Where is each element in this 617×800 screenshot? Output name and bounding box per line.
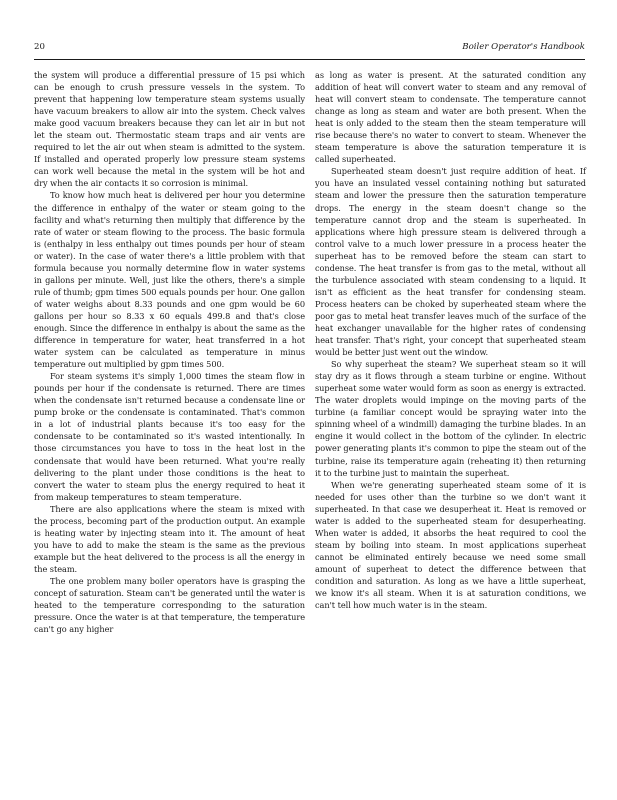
paragraph: To know how much heat is delivered per hour you determine the difference in enthalpy of the water or steam going to the facility and what's returning then multiply that difference by the rate of water or steam flowing to the process. The basic formula is (enthalpy in less enthalpy out times pounds per hour of steam or water). In the case of water there's a little problem with that formula because you normally determine flow in water systems in gallons per minute. Well, just like the others, there's a simple rule of thumb; gpm times 500 equals pounds per hour. One gallon of water weighs about 8.33 pounds and one gpm would be 60 gallons per hour so 8.33 x 60 equals 499.8 and that's close enough. Since the difference in enthalpy is about the same as the difference in temperature for water, heat transferred in a hot water system can be calculated as temperature in minus temperature out multiplied by gpm times 500.: [34, 190, 305, 370]
paragraph: There are also applications where the steam is mixed with the process, becoming part of the production output. An example is heating water by injecting steam into it. The amount of heat you have to add to make the steam is the same as the previous example but the heat delivered to the process is all the energy in the steam.: [34, 503, 305, 574]
running-title: Boiler Operator's Handbook: [462, 42, 585, 52]
page-number: 20: [34, 42, 45, 52]
paragraph: the system will produce a differential pressure of 15 psi which can be enough to crush pressure vessels in the system. To prevent that happening low temperature steam systems usually have vacuum breakers to allow air into the system. Check valves make good vacuum breakers because they can let air in but not let the steam out. Thermostatic steam traps and air vents are required to let the air out when steam is admitted to the system. If installed and operated properly low pressure steam systems can work well because the metal in the system will be hot and dry when the air contacts it so corrosion is minimal.: [34, 70, 305, 189]
paragraph: When we're generating superheated steam some of it is needed for uses other than the turbine so we don't want it superheated. In that case we desuperheat it. Heat is removed or water is added to the superheated steam for desuperheating. When water is added, it absorbs the heat required to cool the steam by boiling into steam. In most applications superheat cannot be eliminated entirely because we need some small amount of superheat to detect the difference between that condition and saturation. As long as we have a little superheat, we know it's all steam. When it is at saturation conditions, we can't tell how much water is in the steam.: [315, 479, 586, 611]
left-column: [34, 69, 305, 635]
paragraph: Superheated steam doesn't just require addition of heat. If you have an insulated vessel containing nothing but saturated steam and lower the pressure then the saturation temperature drops. The energy in the steam doesn't change so the temperature cannot drop and the steam is superheated. In applications where high pressure steam is delivered through a control valve to a much lower pressure in a process heater the superheat has to be removed before the steam can start to condense. The heat transfer is from gas to the metal, without all the turbulence associated with steam condensing to a liquid. It isn't as efficient as the heat transfer for condensing steam. Process heaters can be choked by superheated steam where the poor gas to metal heat transfer leaves much of the surface of the heat exchanger unavailable for the higher rates of condensing heat transfer. That's right, your concept that superheated steam would be better just went out the window.: [315, 166, 586, 358]
paragraph: The one problem many boiler operators have is grasping the concept of saturation. Steam can't be generated until the water is heated to the temperature corresponding to the saturation pressure. Once the water is at that temperature, the temperature can't go any higher: [34, 575, 305, 635]
page-header: [34, 42, 585, 56]
header-rule: [34, 59, 585, 60]
paragraph: For steam systems it's simply 1,000 times the steam flow in pounds per hour if the condensate is returned. There are times when the condensate isn't returned because a condensate line or pump broke or the condensate is contaminated. That's common in a lot of industrial plants because it's too easy for the condensate to be contaminated so it's wasted intentionally. In those circumstances you have to toss in the heat lost in the condensate that would have been returned. What you're really delivering to the plant under those conditions is the heat to convert the water to steam plus the energy required to heat it from makeup temperatures to steam temperature.: [34, 371, 305, 502]
paragraph: as long as water is present. At the saturated condition any addition of heat will convert water to steam and any removal of heat will convert steam to condensate. The temperature cannot change as long as steam and water are both present. When the heat is only added to the steam then the steam temperature will rise because there's no water to convert to steam. Whenever the steam temperature is above the saturation temperature it is called superheated.: [315, 70, 586, 165]
right-column: [315, 69, 586, 611]
paragraph: So why superheat the steam? We superheat steam so it will stay dry as it flows through a steam turbine or engine. Without superheat some water would form as soon as energy is extracted. The water droplets would impinge on the moving parts of the turbine (a familiar concept would be spraying water into the spinning wheel of a windmill) damaging the turbine blades. In an engine it would collect in the bottom of the cylinder. In electric power generating plants it's common to pipe the steam out of the turbine, raise its temperature again (reheating it) then returning it to the turbine just to maintain the superheat.: [315, 359, 586, 478]
